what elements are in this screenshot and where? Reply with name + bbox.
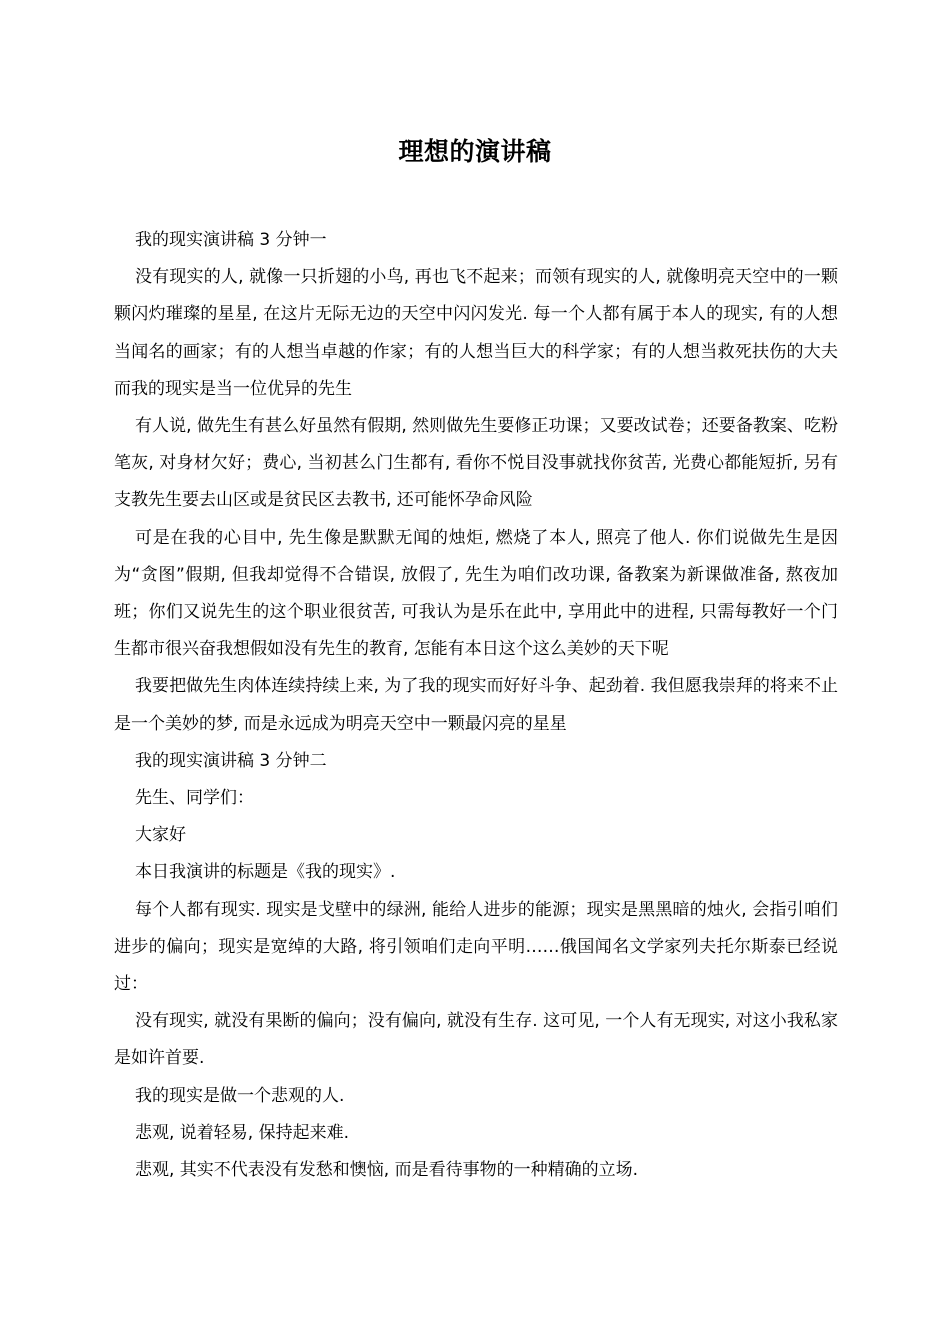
paragraph: 可是在我的心目中, 先生像是默默无闻的烛炬, 燃烧了本人, 照亮了他人. 你们说做先生是因为“贪图”假期, 但我却觉得不合错误, 放假了, 先生为咱们改功课, 备教案为新课做准备, 熬夜加班；你们又说先生的这个职业很贫苦, 可我认为是乐在此中, 享用此中的进程, 只需每教好一个门生都市很兴奋我想假如没有先生的教育, 怎能有本日这个这么美妙的天下呢: [114, 527, 838, 660]
paragraph: 先生、同学们：: [135, 788, 254, 809]
paragraph: 有人说, 做先生有甚么好虽然有假期, 然则做先生要修正功课；又要改试卷；还要备教案、吃粉笔灰, 对身材欠好；费心, 当初甚么门生都有, 看你不悦目没事就找你贫苦, 光费心都能短折, 另有支教先生要去山区或是贫民区去教书, 还可能怀孕命风险: [114, 416, 838, 511]
paragraph: 我要把做先生肉体连续持续上来, 为了我的现实而好好斗争、起劲着. 我但愿我崇拜的将来不止是一个美妙的梦, 而是永远成为明亮天空中一颗最闪亮的星星: [114, 676, 838, 734]
paragraph: 我的现实演讲稿 3 分钟一: [135, 230, 327, 250]
paragraph: 没有现实的人, 就像一只折翅的小鸟, 再也飞不起来；而领有现实的人, 就像明亮天空中的一颗颗闪灼璀璨的星星, 在这片无际无边的天空中闪闪发光. 每一个人都有属于本人的现实, 有的人想当闻名的画家；有的人想当卓越的作家；有的人想当巨大的科学家；有的人想当救死扶伤的大夫而我的现实是当一位优异的先生: [114, 267, 838, 399]
document-title: 理想的演讲稿: [398, 137, 552, 166]
paragraph: 悲观, 说着轻易, 保持起来难.: [135, 1122, 350, 1143]
paragraph: 本日我演讲的标题是《我的现实》.: [135, 862, 396, 883]
paragraph: 每个人都有现实. 现实是戈壁中的绿洲, 能给人进步的能源；现实是黑黑暗的烛火, 会指引咱们进步的偏向；现实是宽绰的大路, 将引领咱们走向平明……俄国闻名文学家列夫托尔斯泰已经说过：: [114, 899, 838, 995]
paragraph: 悲观, 其实不代表没有发愁和懊恼, 而是看待事物的一种精确的立场.: [135, 1160, 639, 1181]
paragraph: 没有现实, 就没有果断的偏向；没有偏向, 就没有生存. 这可见, 一个人有无现实, 对这小我私家是如许首要.: [114, 1011, 838, 1069]
paragraph: 我的现实演讲稿 3 分钟二: [135, 750, 327, 771]
paragraph: 我的现实是做一个悲观的人.: [135, 1085, 345, 1106]
paragraph: 大家好: [135, 825, 186, 846]
document-body: [114, 222, 838, 1189]
